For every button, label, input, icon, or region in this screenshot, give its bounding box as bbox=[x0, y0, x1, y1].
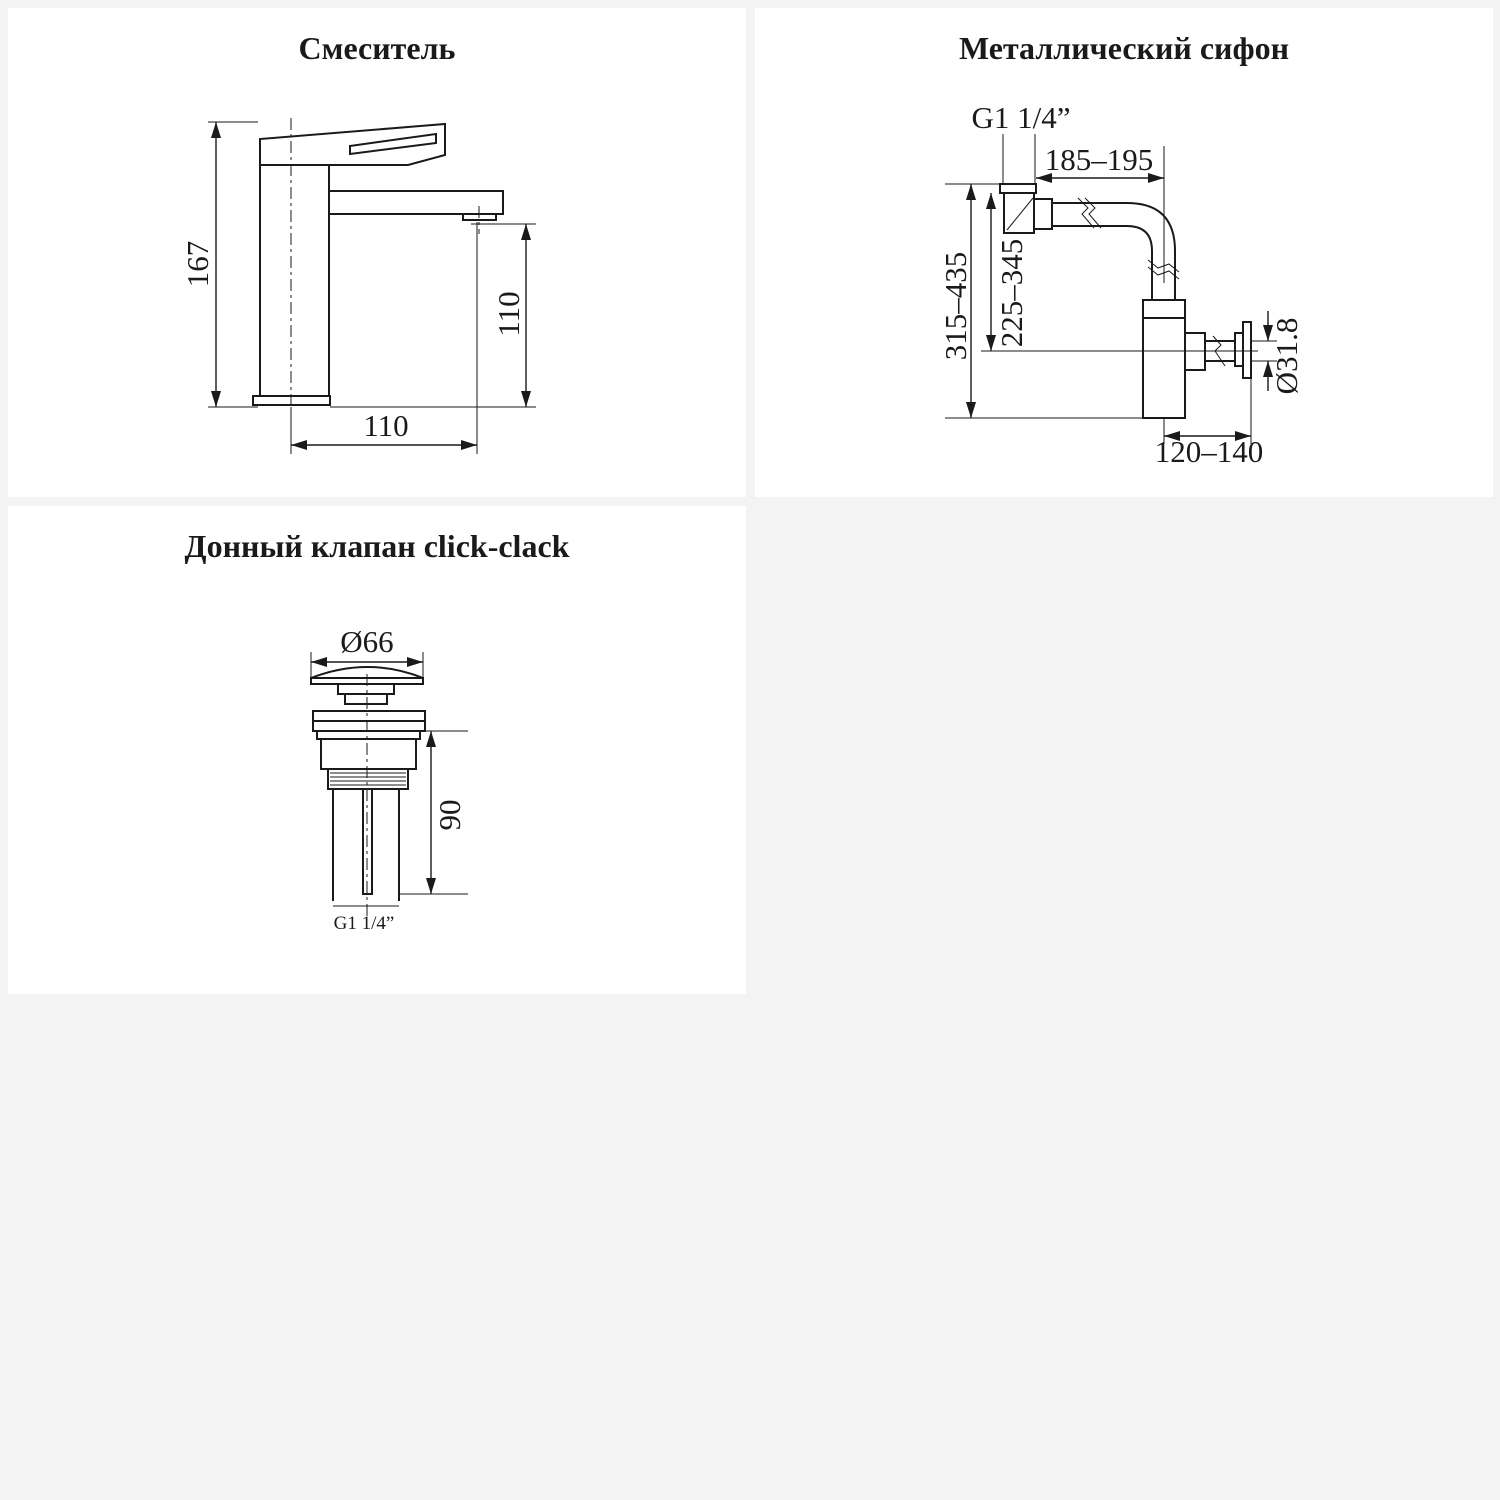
drain-diameter-label: Ø66 bbox=[340, 624, 394, 659]
siphon-wall-distance-label: 120–140 bbox=[1154, 434, 1264, 469]
mixer-reach-label: 110 bbox=[363, 408, 409, 443]
siphon-card bbox=[755, 8, 1493, 497]
drain-drawing bbox=[8, 506, 746, 994]
mixer-card bbox=[8, 8, 746, 497]
siphon-horizontal-label: 185–195 bbox=[1044, 142, 1154, 177]
mixer-outline bbox=[253, 118, 503, 410]
drain-height-label: 90 bbox=[432, 799, 467, 831]
siphon-thread-label: G1 1/4” bbox=[971, 100, 1071, 135]
drain-title: Донный клапан click-clack bbox=[184, 528, 570, 564]
mixer-drawing bbox=[8, 8, 746, 497]
siphon-overall-height-label: 315–435 bbox=[938, 251, 973, 361]
drain-card bbox=[8, 506, 746, 994]
mixer-total-height-label: 167 bbox=[180, 240, 215, 288]
siphon-title: Металлический сифон bbox=[958, 30, 1290, 66]
drain-outline bbox=[311, 667, 425, 918]
siphon-outlet-height-label: 225–345 bbox=[994, 238, 1029, 348]
mixer-title: Смеситель bbox=[298, 30, 456, 66]
drain-dimension-lines bbox=[311, 652, 468, 906]
mixer-spout-height-label: 110 bbox=[491, 291, 526, 337]
siphon-outlet-diameter-label: Ø31.8 bbox=[1269, 317, 1304, 395]
siphon-drawing bbox=[755, 8, 1493, 497]
siphon-outline bbox=[1000, 184, 1251, 418]
drain-thread-label: G1 1/4” bbox=[333, 913, 395, 934]
